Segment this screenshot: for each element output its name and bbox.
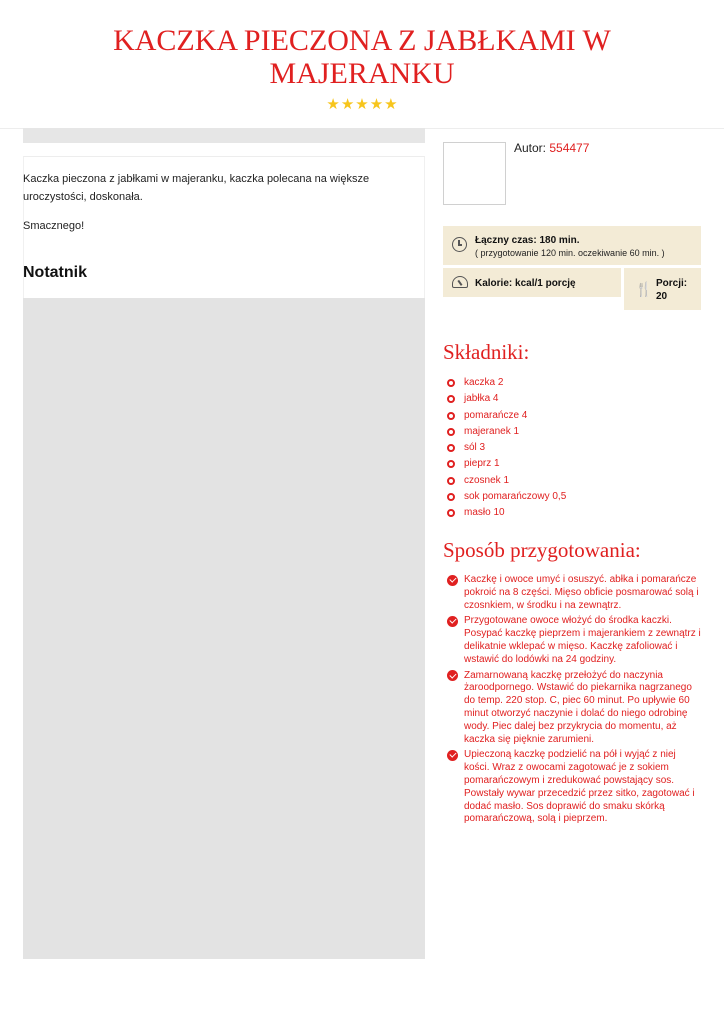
list-item [447,506,566,522]
ingredient-text: pomarańcze 4 [464,409,528,421]
ingredient-text: masło 10 [464,507,505,518]
circle-bullet-icon [447,379,455,387]
author-line [514,141,589,155]
step-text: Upieczoną kaczkę podzielić na pół i wyjąć z niej kości. Wraz z owocami zagotować je z sokiem pomarańczowym i zredukować powstający sos. Powstały wywar przecedzić przez sitko, zagotować i dodać masło. Sos doprawić do smaku skórką pomarańczową, solą i pieprzem. [464,749,695,825]
list-item [447,392,566,408]
ingredient-text: czosnek 1 [464,474,510,486]
list-item [447,425,566,441]
portions-value: 20 [656,291,668,302]
ingredient-text: sól 3 [464,442,486,453]
ad-placeholder [23,298,425,959]
list-item [447,376,566,392]
recipe-title: KACZKA PIECZONA Z JABŁKAMI W MAJERANKU [113,24,611,90]
ingredient-text: jabłka 4 [464,393,499,405]
circle-bullet-icon [447,509,455,517]
sidebar-divider [443,128,701,129]
circle-bullet-icon [447,493,455,501]
rating-stars[interactable] [0,96,724,114]
ingredient-text: pieprz 1 [464,458,500,470]
list-item [447,749,703,826]
steps-title: Sposób przygotowania: [443,538,641,562]
calories-text: Kalorie: kcal/1 porcję [475,278,576,289]
ingredient-text: majeranek 1 [464,425,520,437]
circle-bullet-icon [447,477,455,485]
circle-bullet-icon [447,412,455,420]
author-label: Autor: [514,141,547,155]
check-circle-icon [447,670,458,681]
calorie-info [443,268,621,297]
star-icon[interactable]: ★ [384,96,398,113]
total-time: Łączny czas: 180 min. [475,235,580,246]
image-placeholder-bar [23,128,425,143]
circle-bullet-icon [447,395,455,403]
circle-bullet-icon [447,444,455,452]
list-item [447,409,566,425]
star-icon[interactable]: ★ [326,96,340,113]
check-circle-icon [447,750,458,761]
notes-title: Notatnik [23,264,87,281]
ingredients-list [447,376,566,522]
ingredient-text: kaczka 2 [464,377,504,388]
step-text: Kaczkę i owoce umyć i osuszyć. abłka i pomarańcze pokroić na 8 części. Mięso obficie posmarować solą i czosnkiem, w środku i na zewnątrz. [464,574,699,611]
star-icon[interactable]: ★ [340,96,355,113]
list-item [447,474,566,490]
ingredients-title: Składniki: [443,340,530,364]
star-icon[interactable]: ★ [355,96,369,113]
circle-bullet-icon [447,428,455,436]
time-info [443,226,701,265]
greeting-text: Smacznego! [23,220,85,232]
check-circle-icon [447,616,458,627]
recipe-description: Kaczka pieczona z jabłkami w majeranku, kaczka polecana na większe uroczystości, doskonała. [23,173,370,203]
list-item [447,574,703,612]
clock-icon [452,237,467,252]
list-item [447,490,566,506]
list-item [447,670,703,747]
ingredient-text: sok pomarańczowy 0,5 [464,490,567,502]
time-detail: ( przygotowanie 120 min. oczekiwanie 60 min. ) [475,248,665,258]
steps-list [447,574,703,829]
portion-info [624,268,701,310]
author-link[interactable]: 554477 [549,141,590,155]
circle-bullet-icon [447,460,455,468]
author-avatar[interactable] [443,142,506,205]
check-circle-icon [447,575,458,586]
gauge-icon [452,276,468,288]
step-text: Przygotowane owoce włożyć do środka kaczki. Posypać kaczkę pieprzem i majerankiem z zewnątrz i delikatnie wklepać w mięso. Kaczkę zafoliować i wstawić do lodówki na 24 godziny. [464,615,701,665]
list-item [447,615,703,666]
list-item [447,457,566,473]
fork-knife-icon: 🍴 [635,281,653,297]
portions-label: Porcji: [656,278,688,289]
star-icon[interactable]: ★ [369,96,384,113]
list-item [447,441,566,457]
step-text: Zamarnowaną kaczkę przełożyć do naczynia żaroodpornego. Wstawić do piekarnika nagrzanego do temp. 220 stop. C, piec 60 minut. Po upływie 60 minut otworzyć naczynie i dolać do niego odrobinę wody. Piec dalej bez przykrycia do momentu, aż kaczka się pięknie zarumieni. [464,669,692,745]
